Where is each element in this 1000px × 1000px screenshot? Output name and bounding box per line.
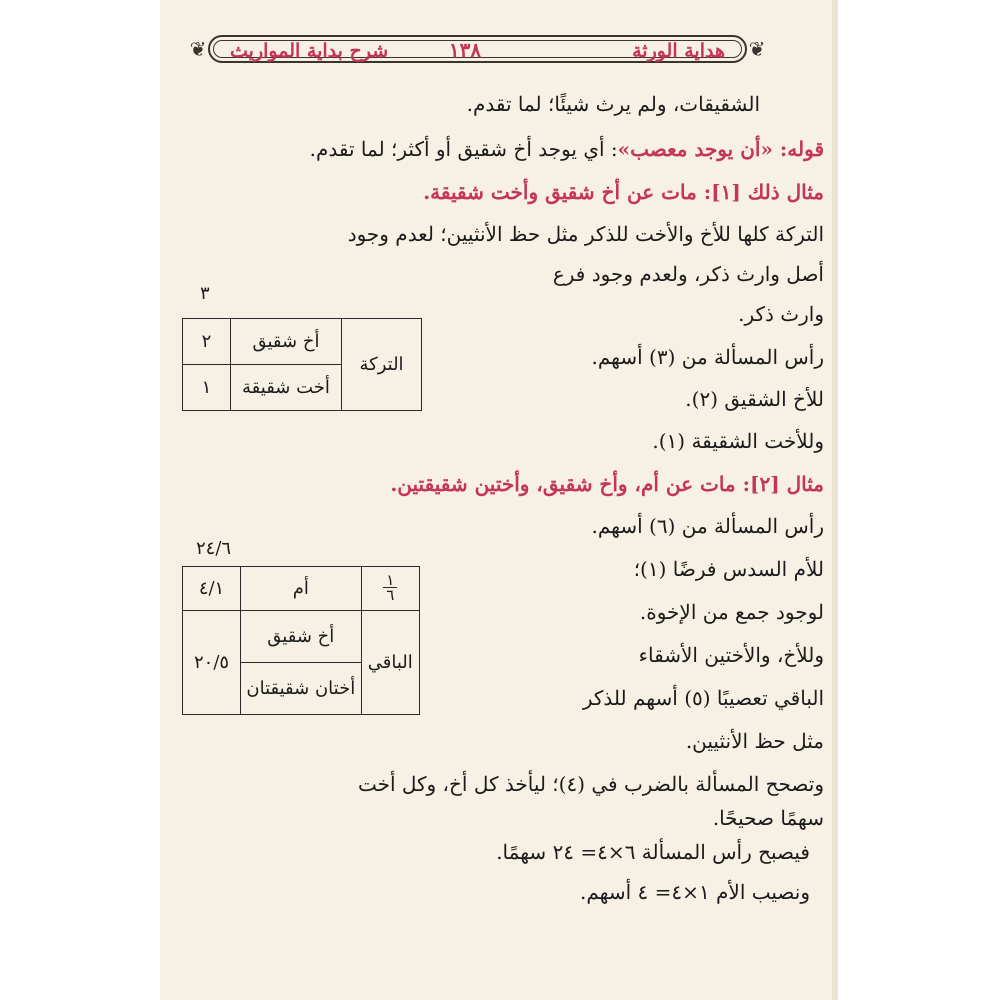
table1-heir: أخت شقيقة (230, 365, 341, 411)
text-line: للأم السدس فرضًا (١)؛ (633, 557, 824, 581)
text-line: رأس المسألة من (٦) أسهم. (591, 514, 824, 538)
table2-share: ٤/١ (183, 567, 241, 611)
table1-share: ١ (183, 365, 231, 411)
table2-share: ٢٠/٥ (183, 611, 241, 715)
text-line: وللأخت الشقيقة (١). (652, 429, 824, 453)
text-line: أصل وارث ذكر، ولعدم وجود فرع (552, 262, 824, 286)
text-line: لوجود جمع من الإخوة. (639, 600, 824, 624)
table2-total: ٢٤/٦ (196, 538, 232, 559)
text-line: رأس المسألة من (٣) أسهم. (591, 345, 824, 369)
text-line: سهمًا صحيحًا. (712, 806, 824, 830)
text-line: الباقي تعصيبًا (٥) أسهم للذكر (582, 686, 824, 710)
ornament-left-icon: ❦ (189, 37, 207, 61)
text-line: فيصبح رأس المسألة ٦×٤= ٢٤ سهمًا. (496, 840, 810, 864)
text-line: وتصحح المسألة بالضرب في (٤)؛ ليأخذ كل أخ، وكل أخت (357, 772, 824, 796)
text-line: ونصيب الأم ١×٤= ٤ أسهم. (579, 880, 810, 904)
text-line: وللأخ، والأختين الأشقاء (638, 643, 824, 667)
fraction-numerator: ١ (386, 570, 395, 589)
quote-rest: : أي يوجد أخ شقيق أو أكثر؛ لما تقدم. (309, 137, 618, 161)
text-line: التركة كلها للأخ والأخت للذكر مثل حظ الأنثيين؛ لعدم وجود (347, 222, 824, 246)
table1-group: التركة (342, 319, 422, 411)
text-line: مثل حظ الأنثيين. (685, 729, 824, 753)
inheritance-table-2 (182, 566, 420, 715)
ornament-right-icon: ❦ (748, 37, 766, 61)
text-line (310, 137, 824, 161)
text-line: الشقيقات، ولم يرث شيئًا؛ لما تقدم. (466, 92, 760, 116)
page-edge (832, 0, 838, 1000)
header-left-title: شرح بداية المواريث (230, 40, 389, 62)
table1-heir: أخ شقيق (230, 319, 341, 365)
table2-heir: أخ شقيق (241, 611, 362, 663)
fraction-denominator: ٦ (386, 585, 395, 604)
inheritance-table-1 (182, 318, 422, 411)
table1-total: ٣ (200, 283, 210, 304)
text-line: للأخ الشقيق (٢). (685, 387, 824, 411)
table2-group: الباقي (361, 611, 419, 715)
table2-fraction (361, 567, 419, 611)
text-line: وارث ذكر. (738, 302, 824, 326)
quote-label: قوله: «أن يوجد معصب» (617, 137, 824, 161)
page-number: ١٣٨ (448, 38, 482, 62)
example-heading: مثال ذلك [١]: مات عن أخ شقيق وأخت شقيقة. (423, 180, 824, 204)
table1-share: ٢ (183, 319, 231, 365)
header-right-title: هداية الورثة (632, 40, 725, 62)
table2-heir: أم (241, 567, 362, 611)
table2-heir: أختان شقيقتان (241, 663, 362, 715)
example-heading: مثال [٢]: مات عن أم، وأخ شقيق، وأختين شقيقتين. (390, 472, 824, 496)
page-header (190, 27, 765, 71)
